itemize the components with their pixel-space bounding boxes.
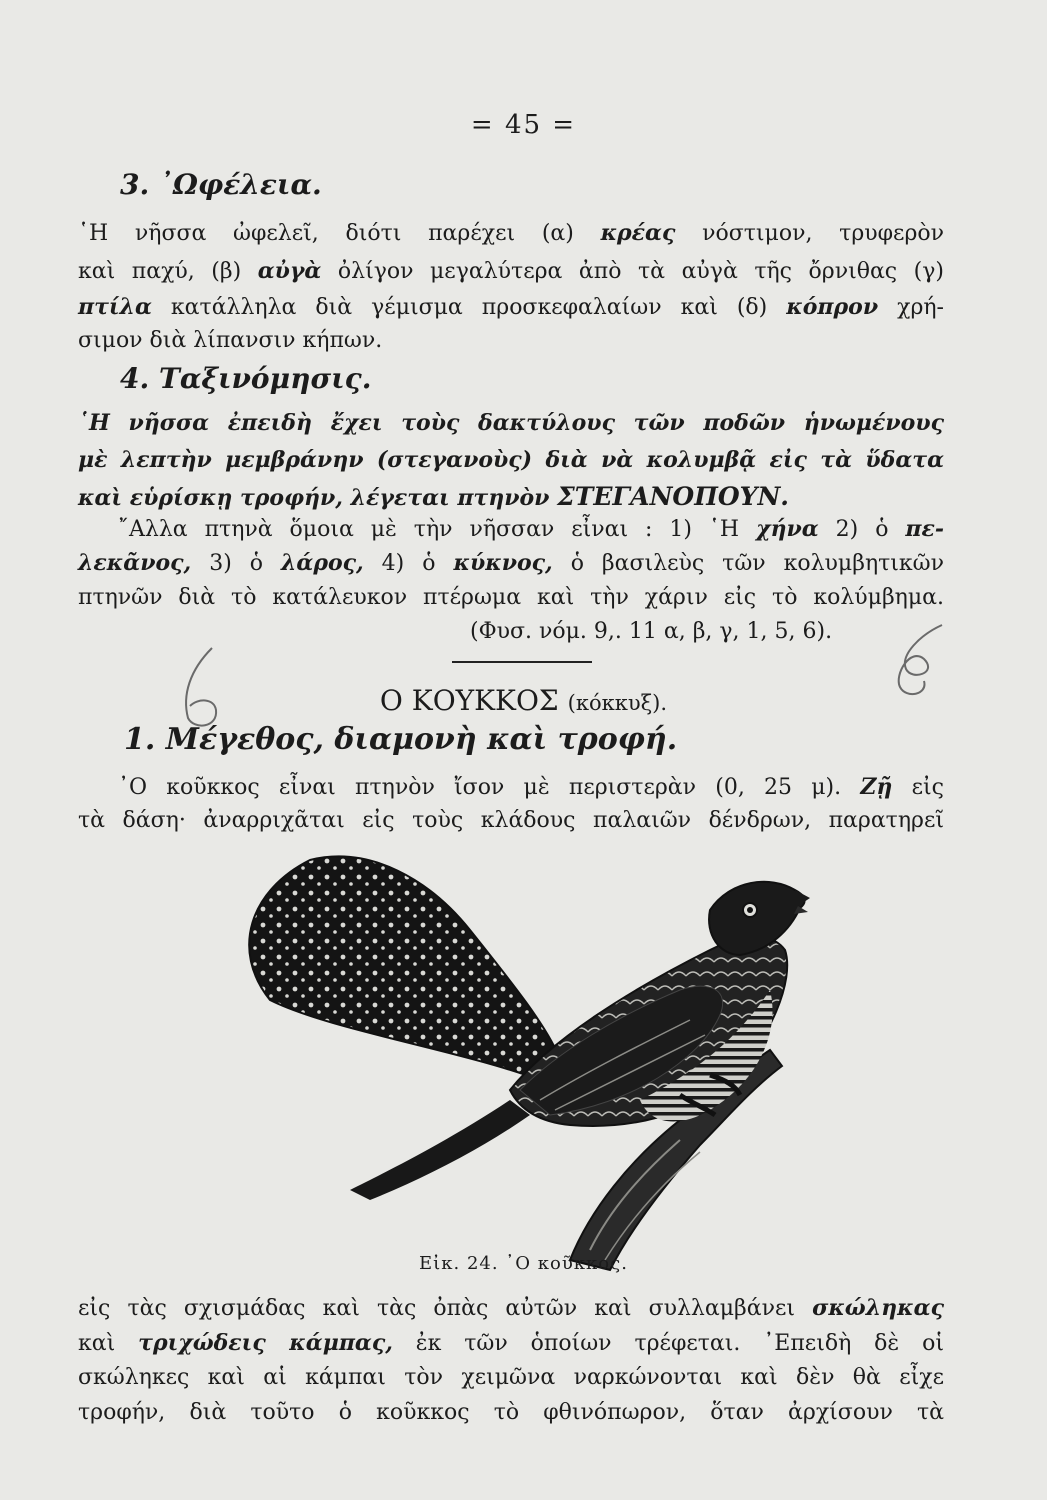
cuckoo-line-6: τροφήν, διὰ τοῦτο ὁ κοῦκκος τὸ φθινόπωρον, ὅταν ἀρχίσουν τὰ — [78, 1400, 944, 1425]
section-divider — [452, 661, 592, 663]
s4-reference: (Φυσ. νόμ. 9,. 11 α, β, γ, 1, 5, 6). — [470, 619, 833, 644]
s4-line-6: πτηνῶν διὰ τὸ κατάλευκον πτέρωμα καὶ τὴν χάριν εἰς τὸ κολύμβημα. — [78, 585, 944, 610]
cuckoo-line-2: τὰ δάση· ἀναρριχᾶται εἰς τοὺς κλάδους παλαιῶν δένδρων, παρατηρεῖ — [78, 808, 944, 833]
s4-line-4: ῎Αλλα πτηνὰ ὅμοια μὲ τὴν νῆσσαν εἶναι : 1) ῾Η χήνα 2) ὁ πε- — [118, 516, 944, 542]
cuckoo-heading: 1. Μέγεθος, διαμονὴ καὶ τροφή. — [124, 722, 678, 757]
svg-text:8: 8 — [882, 630, 884, 632]
s3-line-3: πτίλα κατάλληλα διὰ γέμισμα προσκεφαλαίων καὶ (δ) κόπρον χρή- — [78, 294, 944, 320]
cuckoo-illustration — [210, 840, 820, 1280]
svg-text:6: 6 — [162, 655, 164, 657]
page-number: = 45 = — [470, 110, 577, 140]
s3-line-1: ῾Η νῆσσα ὠφελεῖ, διότι παρέχει (α) κρέας νόστιμον, τρυφερὸν — [78, 220, 944, 246]
s4-line-1: ῾Η νῆσσα ἐπειδὴ ἔχει τοὺς δακτύλους τῶν ποδῶν ἡνωμένους — [78, 410, 944, 436]
section-3-heading: 3. ᾿Ωφέλεια. — [120, 168, 322, 201]
cuckoo-line-3: εἰς τὰς σχισμάδας καὶ τὰς ὀπὰς αὐτῶν καὶ συλλαμβάνει σκώληκας — [78, 1295, 944, 1321]
cuckoo-line-1: ᾿Ο κοῦκκος εἶναι πτηνὸν ἴσον μὲ περιστερὰν (0, 25 μ). Ζῇ εἰς — [118, 774, 945, 800]
s4-line-2: μὲ λεπτὴν μεμβράνην (στεγανοὺς) διὰ νὰ κολυμβᾷ εἰς τὰ ὕδατα — [78, 447, 944, 473]
figure-caption: Εἰκ. 24. ᾿Ο κοῦκκος. — [419, 1253, 628, 1274]
s3-line-4: σιμον διὰ λίπανσιν κήπων. — [78, 328, 383, 353]
section-4-heading: 4. Ταξινόμησις. — [120, 362, 372, 395]
cuckoo-line-5: σκώληκες καὶ αἱ κάμπαι τὸν χειμῶνα ναρκώνονται καὶ δὲν θὰ εἶχε — [78, 1365, 944, 1390]
cuckoo-title: Ο ΚΟΥΚΚΟΣ (κόκκυξ). — [379, 684, 668, 717]
s4-line-3: καὶ εὑρίσκῃ τροφήν, λέγεται πτηνὸν ΣΤΕΓΑΝΟΠΟΥΝ. — [78, 482, 790, 511]
cuckoo-line-4: καὶ τριχώδεις κάμπας, ἐκ τῶν ὁποίων τρέφεται. ᾿Επειδὴ δὲ οἱ — [78, 1330, 944, 1356]
s3-line-2: καὶ παχύ, (β) αὐγὰ ὀλίγον μεγαλύτερα ἀπὸ τὰ αὐγὰ τῆς ὄρνιθας (γ) — [78, 258, 944, 284]
s4-line-5: λεκᾶνος, 3) ὁ λάρος, 4) ὁ κύκνος, ὁ βασιλεὺς τῶν κολυμβητικῶν — [78, 550, 944, 576]
